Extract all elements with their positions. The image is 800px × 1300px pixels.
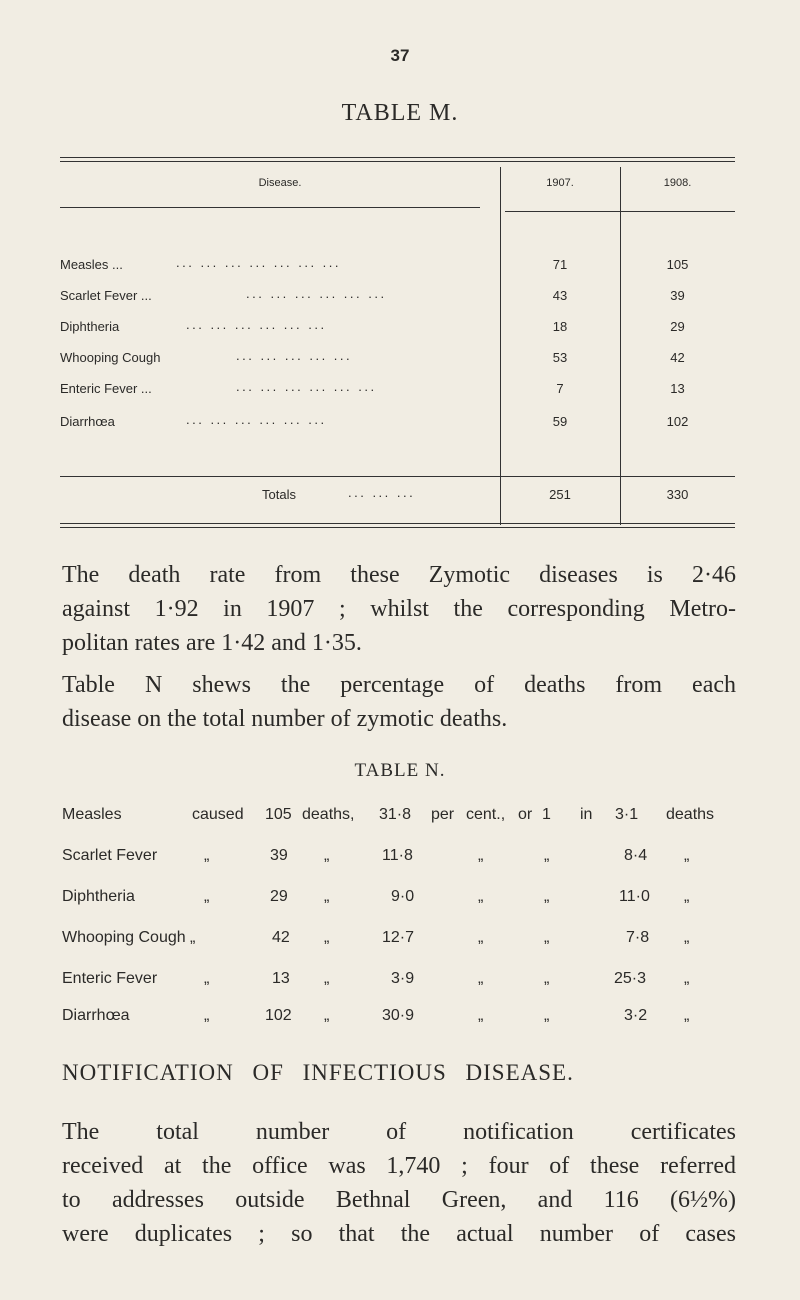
deaths-count: 102 [265, 1007, 292, 1024]
notification-heading: NOTIFICATION OF INFECTIOUS DISEASE. [62, 1060, 574, 1085]
disease-name: Diphtheria [62, 888, 135, 905]
percentage: 11·8 [382, 847, 413, 864]
paragraph-table-n-intro [62, 668, 736, 736]
text-per: per [431, 806, 455, 823]
paragraph-notification [62, 1115, 736, 1251]
paragraph-death-rate [62, 558, 736, 660]
paragraph-line: were duplicates ; so that the actual number of cases [62, 1221, 736, 1247]
total-1907: 251 [549, 487, 571, 502]
value-1907: 53 [552, 350, 568, 365]
ratio: 3·1 [615, 806, 639, 823]
paragraph-line: The death rate from these Zymotic diseases is 2·46 [62, 562, 736, 588]
table-m-top-rule-2 [60, 161, 735, 162]
disease-name: Enteric Fever ... [60, 381, 152, 396]
header-disease: Disease. [258, 177, 302, 189]
leader-dots: ... ... ... ... ... ... ... [176, 255, 342, 270]
disease-name: Scarlet Fever [62, 847, 158, 864]
percentage: 3·9 [391, 970, 415, 987]
deaths-count: 105 [265, 806, 292, 823]
ditto-col-4: „ [478, 1007, 484, 1024]
ratio: 11·0 [619, 888, 650, 905]
table-m-bottom-rule-1 [60, 523, 735, 524]
ditto-col-1: „ [190, 929, 196, 946]
totals-leader-dots: ... ... ... [348, 485, 416, 500]
disease-name: Measles [62, 806, 122, 823]
value-1908: 42 [670, 350, 685, 365]
ditto-col-2: „ [324, 929, 330, 946]
table-m-row [60, 381, 735, 401]
paragraph-line: disease on the total number of zymotic deaths. [62, 706, 508, 732]
text-one: 1 [542, 806, 551, 823]
ratio: 8·4 [624, 847, 648, 864]
table-m-bottom-rule-2 [60, 527, 735, 528]
value-1907: 7 [556, 381, 564, 396]
ditto-col-1: „ [204, 970, 210, 987]
deaths-count: 13 [272, 970, 290, 987]
deaths-count: 42 [272, 929, 290, 946]
table-n-row [62, 970, 742, 994]
disease-name: Diarrhœa [62, 1007, 130, 1024]
table-m-divider-1 [500, 167, 501, 525]
leader-dots: ... ... ... ... ... ... [236, 379, 377, 394]
value-1907: 71 [552, 257, 568, 272]
table-n-title: TABLE N. [354, 760, 446, 781]
leader-dots: ... ... ... ... ... ... [246, 286, 387, 301]
table-n-row [62, 806, 742, 830]
table-n-row [62, 929, 742, 953]
paragraph-line: received at the office was 1,740 ; four of these referred [62, 1153, 736, 1179]
disease-name: Diarrhœa [60, 414, 115, 429]
ditto-col-5: „ [544, 970, 550, 987]
header-1908: 1908. [663, 177, 692, 189]
ditto-col-1: „ [204, 1007, 210, 1024]
text-in: in [580, 806, 593, 823]
table-n-row [62, 888, 742, 912]
ditto-col-1: caused [192, 806, 244, 823]
ditto-col-5: „ [544, 1007, 550, 1024]
leader-dots: ... ... ... ... ... [236, 348, 353, 363]
value-1907: 18 [552, 319, 568, 334]
table-m-row [60, 414, 735, 434]
ditto-col-8: „ [684, 929, 690, 946]
totals-label: Totals [262, 487, 296, 502]
percentage: 30·9 [382, 1007, 415, 1024]
value-1908: 29 [670, 319, 685, 334]
page-number: 37 [390, 46, 410, 65]
value-1908: 105 [666, 257, 689, 272]
value-1908: 39 [670, 288, 685, 303]
ditto-col-8: „ [684, 847, 690, 864]
text-cent: cent., [466, 806, 506, 823]
deaths-count: 39 [270, 847, 288, 864]
percentage: 9·0 [391, 888, 415, 905]
header-1907: 1907. [546, 177, 574, 189]
ditto-col-2: „ [324, 1007, 330, 1024]
paragraph-line: politan rates are 1·42 and 1·35. [62, 630, 362, 656]
value-1908: 102 [666, 414, 689, 429]
table-m-row [60, 257, 735, 277]
text-deaths: deaths [666, 806, 715, 823]
table-m-row [60, 319, 735, 339]
table-n-row [62, 847, 742, 871]
ditto-col-8: „ [684, 1007, 690, 1024]
ditto-col-2: „ [324, 847, 330, 864]
leader-dots: ... ... ... ... ... ... [186, 317, 327, 332]
disease-name: Whooping Cough [62, 929, 186, 946]
ditto-col-8: „ [684, 970, 690, 987]
disease-name: Whooping Cough [60, 350, 161, 365]
value-1907: 43 [552, 288, 568, 303]
paragraph-line: to addresses outside Bethnal Green, and 116 (6½%) [62, 1187, 736, 1213]
ditto-col-4: „ [478, 970, 484, 987]
deaths-count: 29 [270, 888, 288, 905]
table-m-row [60, 350, 735, 370]
ditto-col-5: „ [544, 888, 550, 905]
table-m-totals-rule [60, 476, 735, 477]
totals-row [60, 487, 735, 507]
ratio: 25·3 [614, 970, 647, 987]
ditto-col-8: „ [684, 888, 690, 905]
table-m-header-rule-right [505, 211, 735, 212]
text-or: or [518, 806, 533, 823]
ditto-col-1: „ [204, 888, 210, 905]
table-m-row [60, 288, 735, 308]
table-m-divider-2 [620, 167, 621, 525]
percentage: 31·8 [379, 806, 412, 823]
disease-name: Measles ... [60, 257, 123, 272]
ditto-col-2: „ [324, 888, 330, 905]
ditto-col-2: deaths, [302, 806, 355, 823]
table-m-top-rule-1 [60, 157, 735, 158]
table-m-header-rule-left [60, 207, 480, 208]
ditto-col-4: „ [478, 847, 484, 864]
ditto-col-5: „ [544, 929, 550, 946]
disease-name: Enteric Fever [62, 970, 158, 987]
paragraph-line: Table N shews the percentage of deaths from each [62, 672, 736, 698]
paragraph-line: against 1·92 in 1907 ; whilst the corresponding Metro- [62, 596, 736, 622]
paragraph-line: The total number of notification certificates [62, 1119, 736, 1145]
ditto-col-4: „ [478, 929, 484, 946]
value-1908: 13 [670, 381, 685, 396]
ditto-col-1: „ [204, 847, 210, 864]
disease-name: Scarlet Fever ... [60, 288, 152, 303]
ratio: 3·2 [624, 1007, 648, 1024]
value-1907: 59 [552, 414, 568, 429]
ditto-col-4: „ [478, 888, 484, 905]
leader-dots: ... ... ... ... ... ... [186, 412, 327, 427]
ditto-col-2: „ [324, 970, 330, 987]
percentage: 12·7 [382, 929, 415, 946]
ratio: 7·8 [626, 929, 650, 946]
table-n-row-diarrhoea [62, 1007, 742, 1035]
disease-name: Diphtheria [60, 319, 120, 334]
total-1908: 330 [666, 487, 689, 502]
ditto-col-5: „ [544, 847, 550, 864]
table-m-title: TABLE M. [341, 100, 459, 126]
